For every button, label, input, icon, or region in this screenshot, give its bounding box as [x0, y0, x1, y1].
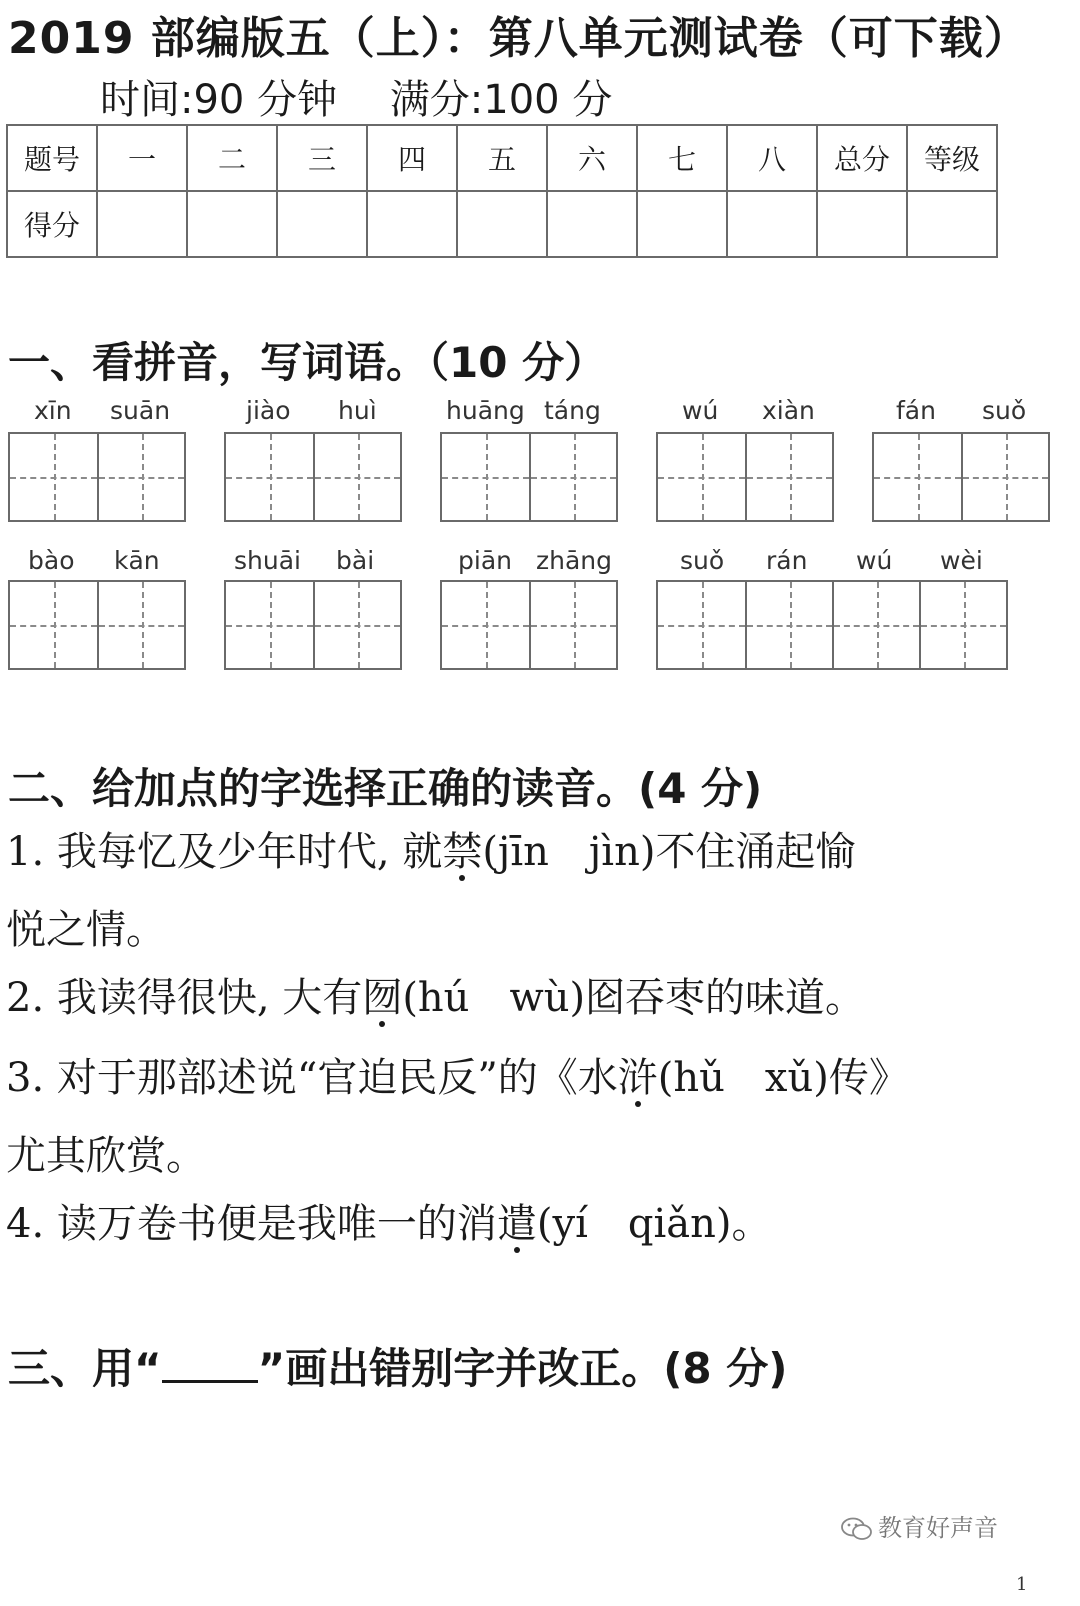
- score-entry-cell[interactable]: [97, 191, 187, 257]
- pinyin-label: huì: [338, 396, 377, 425]
- score-table-cell: 总分: [817, 125, 907, 191]
- exam-time-and-score: 时间:90 分钟 满分:100 分: [100, 77, 613, 123]
- pinyin-label: shuāi: [234, 546, 301, 575]
- page-number: 1: [1016, 1574, 1028, 1595]
- reading-option[interactable]: xǔ): [764, 1055, 829, 1101]
- reading-option[interactable]: qiǎn): [627, 1201, 732, 1247]
- dotted-character: 遣: [496, 1201, 537, 1247]
- score-table: [6, 124, 998, 258]
- watermark: [840, 1508, 998, 1543]
- tianzige-box[interactable]: [224, 580, 402, 670]
- score-entry-cell[interactable]: [187, 191, 277, 257]
- tianzige-box[interactable]: [8, 432, 186, 522]
- pinyin-label: wú: [856, 546, 893, 575]
- score-table-cell: 二: [187, 125, 277, 191]
- dotted-character: 囫: [362, 975, 403, 1021]
- pinyin-label: huāng: [446, 396, 525, 425]
- score-entry-cell[interactable]: [727, 191, 817, 257]
- page-title: 2019 部编版五（上）：第八单元测试卷（可下载）: [8, 13, 1029, 64]
- score-entry-cell[interactable]: [367, 191, 457, 257]
- score-table-cell: 等级: [907, 125, 997, 191]
- underline-blank: [162, 1346, 258, 1383]
- tianzige-box[interactable]: [872, 432, 1050, 522]
- score-table-cell: 五: [457, 125, 547, 191]
- tianzige-box[interactable]: [8, 580, 186, 670]
- question-text: 1. 我每忆及少年时代, 就: [6, 829, 443, 875]
- pinyin-label: suān: [110, 396, 171, 425]
- tianzige-box[interactable]: [656, 432, 834, 522]
- score-table-cell: 题号: [7, 125, 97, 191]
- question-text: 囵吞枣的味道。: [585, 975, 866, 1021]
- score-table-cell: 三: [277, 125, 367, 191]
- section2-heading: 二、给加点的字选择正确的读音。(4 分): [8, 764, 763, 813]
- pinyin-label: wèi: [940, 546, 983, 575]
- tianzige-box[interactable]: [440, 432, 618, 522]
- score-entry-cell[interactable]: [817, 191, 907, 257]
- score-table-cell: 得分: [7, 191, 97, 257]
- watermark-text: 教育好声音: [878, 1514, 998, 1542]
- pinyin-label: kān: [114, 546, 160, 575]
- score-table-cell: 一: [97, 125, 187, 191]
- question-1-continued: 悦之情。: [6, 907, 166, 953]
- heading-text: ”画出错别字并改正。(8 分): [257, 1344, 788, 1393]
- tianzige-box[interactable]: [224, 432, 402, 522]
- pinyin-label: suǒ: [680, 546, 725, 575]
- score-entry-cell[interactable]: [637, 191, 727, 257]
- score-table-cell: 四: [367, 125, 457, 191]
- wechat-icon: [840, 1517, 874, 1541]
- heading-text: 三、用“: [8, 1344, 162, 1393]
- pinyin-label: bào: [28, 546, 75, 575]
- question-text: 不住涌起愉: [655, 829, 856, 875]
- question-2: [6, 966, 865, 1023]
- question-text: 2. 我读得很快, 大有: [6, 975, 363, 1021]
- pinyin-label: zhāng: [536, 546, 613, 575]
- question-1: [6, 820, 855, 877]
- question-text: 。: [731, 1201, 772, 1247]
- score-entry-cell[interactable]: [907, 191, 997, 257]
- reading-option[interactable]: jìn): [588, 829, 656, 875]
- score-table-header-row: [7, 125, 997, 191]
- dotted-character: 浒: [617, 1055, 658, 1101]
- section1-heading: 一、看拼音，写词语。（10 分）: [8, 338, 607, 387]
- question-3-continued: 尤其欣赏。: [6, 1133, 206, 1179]
- score-entry-cell[interactable]: [457, 191, 547, 257]
- reading-option[interactable]: (yí: [536, 1201, 588, 1247]
- pinyin-label: suǒ: [982, 396, 1027, 425]
- dotted-character: 禁: [442, 829, 483, 875]
- pinyin-label: xiàn: [762, 396, 815, 425]
- question-4: [6, 1192, 772, 1249]
- pinyin-label: rán: [766, 546, 808, 575]
- pinyin-label: fán: [896, 396, 936, 425]
- tianzige-box[interactable]: [656, 580, 1008, 670]
- question-text: 3. 对于那部述说“官迫民反”的《水: [6, 1055, 618, 1101]
- pinyin-label: táng: [544, 396, 601, 425]
- pinyin-label: piān: [458, 546, 512, 575]
- score-entry-cell[interactable]: [277, 191, 367, 257]
- score-entry-cell[interactable]: [547, 191, 637, 257]
- reading-option[interactable]: wù): [509, 975, 586, 1021]
- score-table-score-row: [7, 191, 997, 257]
- score-table-cell: 六: [547, 125, 637, 191]
- pinyin-label: xīn: [34, 396, 72, 425]
- tianzige-box[interactable]: [440, 580, 618, 670]
- question-3: [6, 1046, 909, 1103]
- score-table-cell: 八: [727, 125, 817, 191]
- question-text: 传》: [828, 1055, 909, 1101]
- section3-heading: [8, 1336, 787, 1396]
- pinyin-label: wú: [682, 396, 719, 425]
- reading-option[interactable]: (jīn: [482, 829, 549, 875]
- reading-option[interactable]: (hǔ: [657, 1055, 725, 1101]
- pinyin-label: bài: [336, 546, 375, 575]
- score-table-cell: 七: [637, 125, 727, 191]
- reading-option[interactable]: (hú: [402, 975, 470, 1021]
- pinyin-label: jiào: [246, 396, 291, 425]
- question-text: 4. 读万卷书便是我唯一的消: [6, 1201, 497, 1247]
